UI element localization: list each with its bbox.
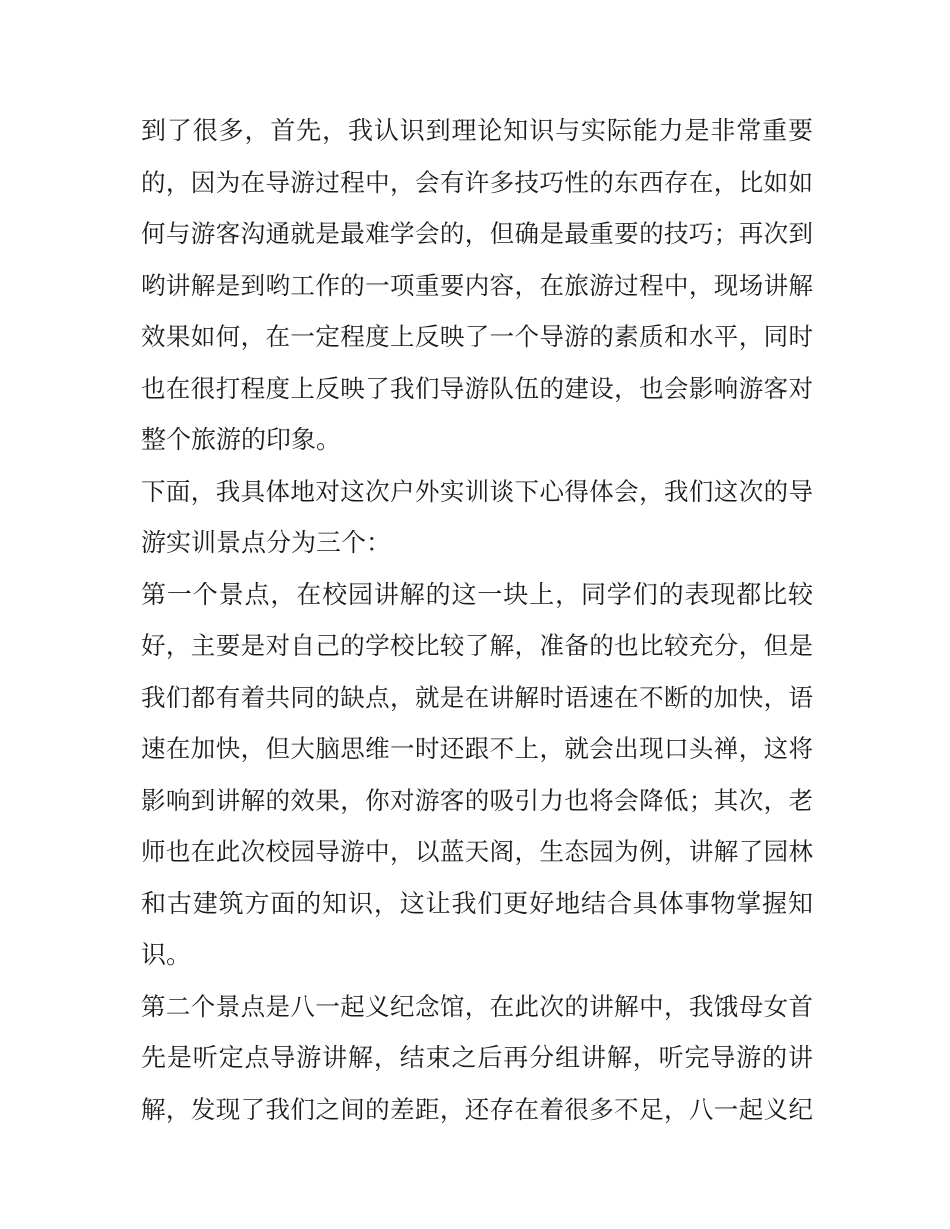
text-line: 速在加快，但大脑思维一时还跟不上，就会出现口头禅，这将 [141, 734, 813, 763]
text-line: 效果如何，在一定程度上反映了一个导游的素质和水平，同时 [141, 322, 813, 351]
text-line: 第一个景点，在校园讲解的这一块上，同学们的表现都比较 [141, 579, 813, 609]
text-line: 我们都有着共同的缺点，就是在讲解时语速在不断的加快，语 [141, 682, 813, 712]
text-line: 的，因为在导游过程中，会有许多技巧性的东西存在，比如如 [141, 167, 813, 197]
text-line: 下面，我具体地对这次户外实训谈下心得体会，我们这次的导 [141, 476, 813, 506]
text-line: 识。 [141, 940, 192, 969]
text-line: 和古建筑方面的知识，这让我们更好地结合具体事物掌握知 [141, 888, 813, 918]
text-line: 也在很打程度上反映了我们导游队伍的建设，也会影响游客对 [141, 373, 813, 403]
text-line: 解，发现了我们之间的差距，还存在着很多不足，八一起义纪 [141, 1094, 813, 1124]
body-text [141, 105, 813, 1135]
text-line: 哟讲解是到哟工作的一项重要内容，在旅游过程中，现场讲解 [141, 270, 813, 300]
text-line: 第二个景点是八一起义纪念馆，在此次的讲解中，我饿母女首 [141, 991, 813, 1021]
text-line: 游实训景点分为三个： [141, 528, 392, 557]
text-line: 何与游客沟通就是最难学会的，但确是最重要的技巧；再次到 [141, 219, 813, 248]
text-line: 好，主要是对自己的学校比较了解，准备的也比较充分，但是 [141, 631, 813, 660]
text-line: 先是听定点导游讲解，结束之后再分组讲解，听完导游的讲 [141, 1043, 813, 1072]
text-line: 整个旅游的印象。 [141, 425, 342, 454]
text-line: 到了很多，首先，我认识到理论知识与实际能力是非常重要 [141, 116, 813, 145]
text-line: 师也在此次校园导游中，以蓝天阁，生态园为例，讲解了园林 [141, 837, 813, 866]
text-line: 影响到讲解的效果，你对游客的吸引力也将会降低；其次，老 [141, 785, 813, 815]
